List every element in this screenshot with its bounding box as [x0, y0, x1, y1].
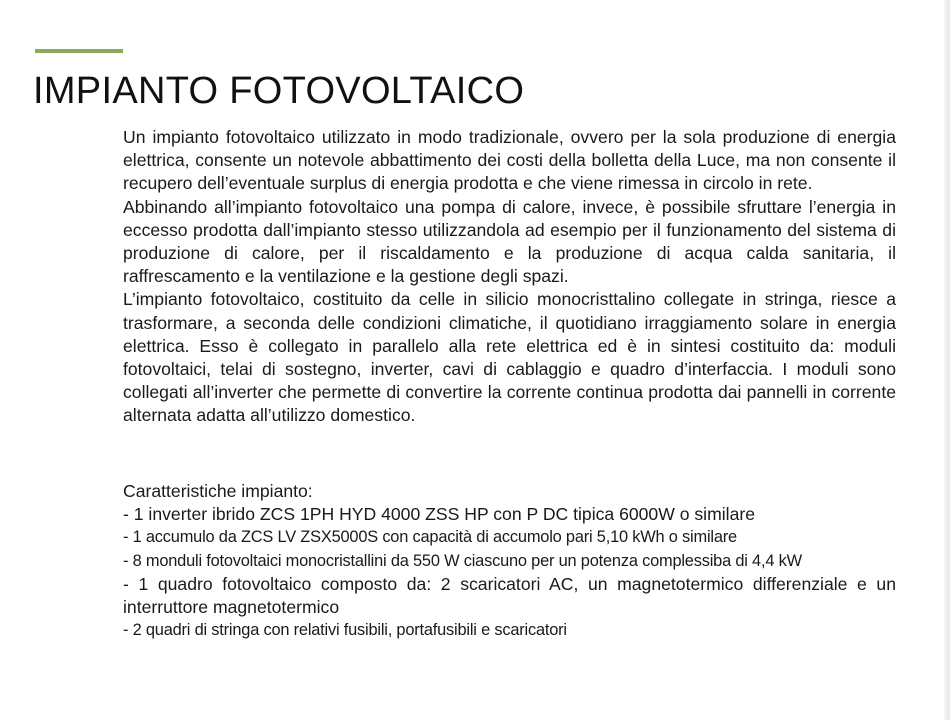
- spec-item-storage: - 1 accumulo da ZCS LV ZSX5000S con capacità di accumolo pari 5,10 kWh o similare: [123, 528, 737, 547]
- page-title: IMPIANTO FOTOVOLTAICO: [33, 70, 525, 112]
- spec-item-panel: - 1 quadro fotovoltaico composto da: 2 scaricatori AC, un magnetotermico differenziale e un interruttore magnetotermico: [123, 573, 896, 618]
- body-text: [123, 126, 896, 428]
- accent-rule: [35, 49, 123, 53]
- spec-item-modules: - 8 monduli fotovoltaici monocristallini da 550 W ciascuno per un potenza complessiba di 4,4 kW: [123, 551, 802, 570]
- specs-heading: Caratteristiche impianto:: [123, 481, 313, 501]
- specs-section: [123, 480, 896, 642]
- paragraph-heat-pump: Abbinando all’impianto fotovoltaico una pompa di calore, invece, è possibile sfruttare l’energia in eccesso prodotta dall’impianto stesso utilizzandola ad esempio per il funzionamento del sistema di produzione di calore, per il riscaldamento e la produzione di acqua calda sanitaria, il raffrescamento e la ventilazione e la gestione degli spazi.: [123, 196, 896, 287]
- spec-item-string-boxes: - 2 quadri di stringa con relativi fusibili, portafusibili e scaricatori: [123, 621, 567, 640]
- specs-list: [123, 503, 896, 642]
- spec-item-inverter: - 1 inverter ibrido ZCS 1PH HYD 4000 ZSS HP con P DC tipica 6000W o similare: [123, 504, 755, 525]
- page-edge-shadow: [944, 0, 950, 720]
- paragraph-system: L’impianto fotovoltaico, costituito da celle in silicio monocristtalino collegate in stringa, riesce a trasformare, a seconda delle condizioni climatiche, il quotidiano irraggiamento solare in energia elettrica. Esso è collegato in parallelo alla rete elettrica ed è in sintesi costituito da: moduli fotovoltaici, telai di sostegno, inverter, cavi di cablaggio e quadro d’interfaccia. I moduli sono collegati all’inverter che permette di convertire la corrente continua prodotta dai pannelli in corrente alternata adatta all’utilizzo domestico.: [123, 289, 896, 426]
- paragraph-intro: Un impianto fotovoltaico utilizzato in modo tradizionale, ovvero per la sola produzione di energia elettrica, consente un notevole abbattimento dei costi della bolletta della Luce, ma non consente il recupero dell’eventuale surplus di energia prodotta e che viene rimessa in circolo in rete.: [123, 127, 896, 194]
